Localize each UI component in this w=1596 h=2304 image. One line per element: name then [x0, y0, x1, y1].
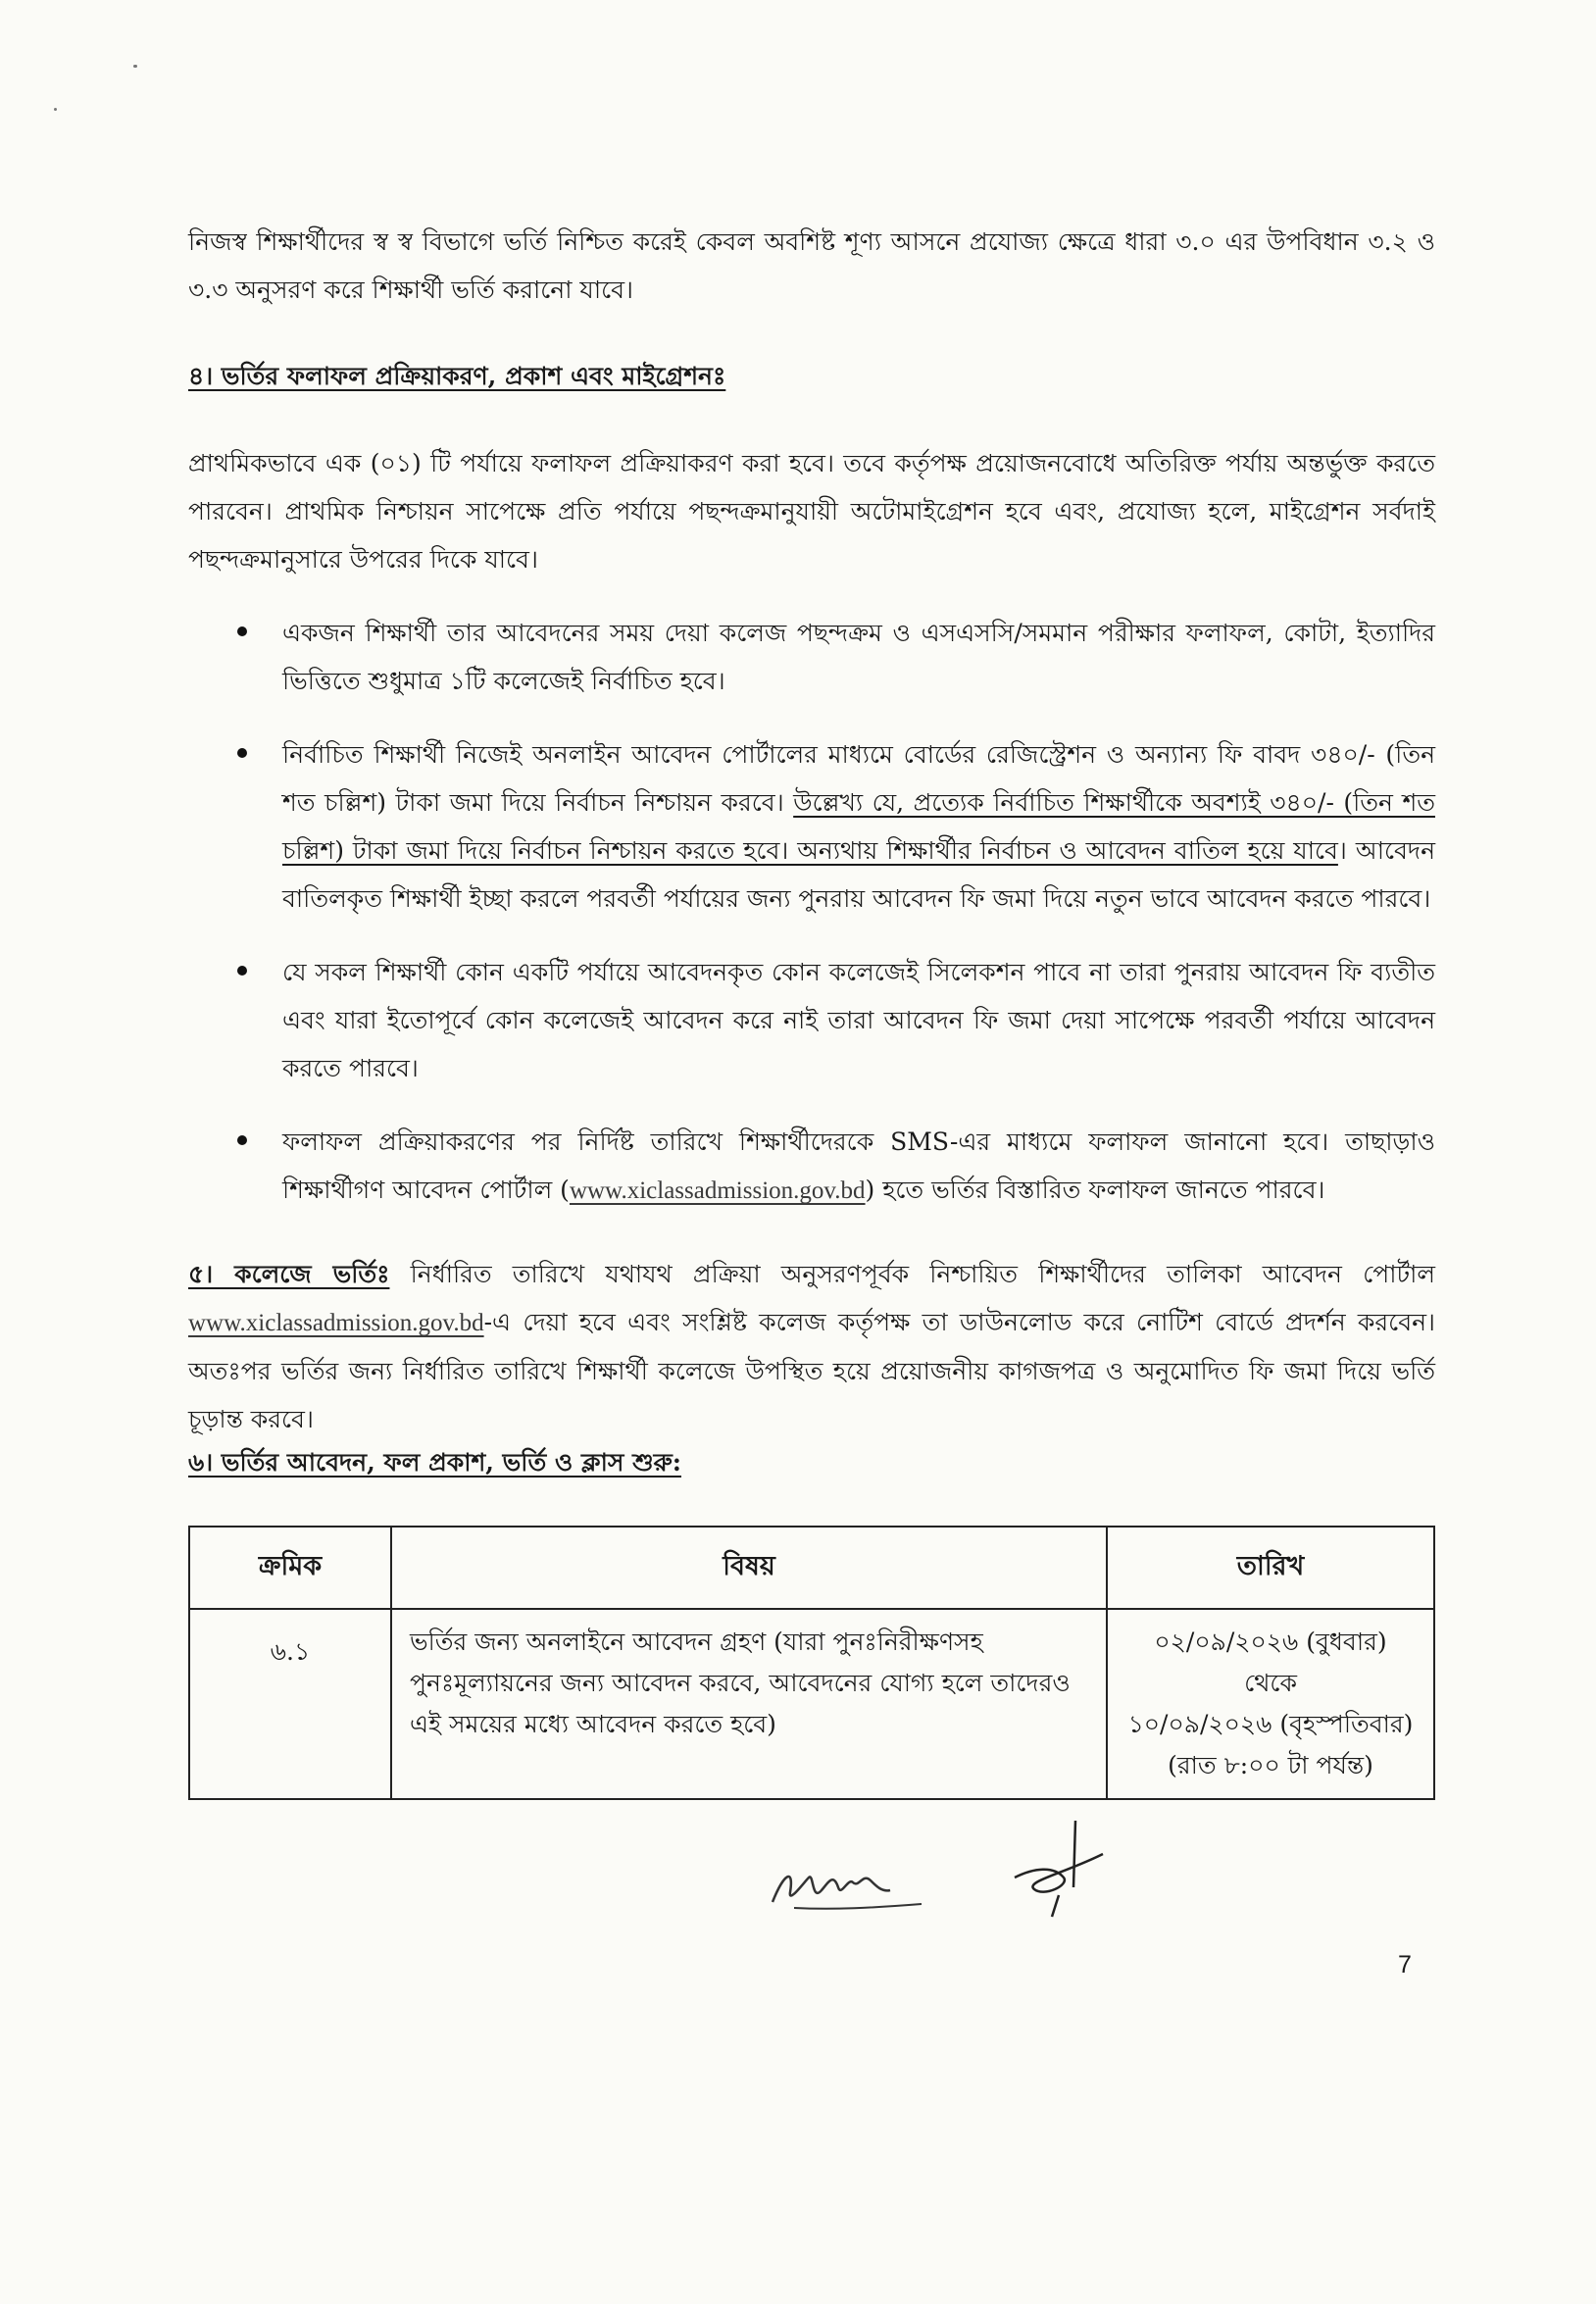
section-4-heading: ৪। ভর্তির ফলাফল প্রক্রিয়াকরণ, প্রকাশ এবং মাইগ্রেশনঃ: [188, 362, 726, 390]
bullet-text: একজন শিক্ষার্থী তার আবেদনের সময় দেয়া কলেজ পছন্দক্রম ও এসএসসি/সমমান পরীক্ষার ফলাফল, কোটা, ইত্যাদির ভিত্তিতে শুধুমাত্র ১টি কলেজেই নির্বাচিত হবে।: [282, 619, 1435, 695]
list-item: [188, 730, 1435, 923]
signature-2: [1005, 1819, 1113, 1936]
section-5-paragraph: [188, 1250, 1435, 1443]
document-page: [188, 218, 1435, 1800]
section-6-heading: ৬। ভর্তির আবেদন, ফল প্রকাশ, ভর্তি ও ক্লাস শুরু:: [188, 1448, 681, 1477]
portal-link[interactable]: www.xiclassadmission.gov.bd: [569, 1177, 866, 1204]
underlined-warning: উল্লেখ্য যে, প্রত্যেক নির্বাচিত শিক্ষার্থীকে অবশ্যই ৩৪০/- (তিন শত চল্লিশ) টাকা জমা দিয়ে নির্বাচন নিশ্চায়ন করতে হবে। অন্যথায় শিক্ষার্থীর নির্বাচন ও আবেদন বাতিল হয়ে যাবে: [282, 788, 1435, 865]
bullet-text: [282, 1118, 1435, 1215]
section-5-text: নির্ধারিত তারিখে যথাযথ প্রক্রিয়া অনুসরণপূর্বক নিশ্চায়িত শিক্ষার্থীদের তালিকা আবেদন পোর্টাল: [389, 1260, 1435, 1288]
section-5-label: ৫। কলেজে ভর্তিঃ: [188, 1260, 390, 1288]
list-item: [188, 1118, 1435, 1215]
schedule-table: [188, 1526, 1435, 1800]
header-serial: ক্রমিক: [189, 1527, 391, 1609]
portal-link[interactable]: www.xiclassadmission.gov.bd: [188, 1310, 484, 1336]
section-5-text: -এ দেয়া হবে এবং সংশ্লিষ্ট কলেজ কর্তৃপক্ষ তা ডাউনলোড করে নোটিশ বোর্ডে প্রদর্শন করবেন। অতঃপর ভর্তির জন্য নির্ধারিত তারিখে শিক্ষার্থী কলেজে উপস্থিত হয়ে প্রয়োজনীয় কাগজপত্র ও অনুমোদিত ফি জমা দিয়ে ভর্তি চূড়ান্ত করবে।: [188, 1308, 1435, 1433]
header-date: তারিখ: [1107, 1527, 1434, 1609]
section-4-bullet-list: [188, 609, 1435, 1215]
date-line: ০২/০৯/২০২৬ (বুধবার) থেকে: [1154, 1628, 1387, 1697]
list-item: [188, 609, 1435, 705]
bullet-icon: [237, 966, 247, 976]
table-header-row: [189, 1527, 1434, 1609]
signature-1: [755, 1843, 931, 1922]
page-number: 7: [1398, 1951, 1412, 1978]
bullet-text-part: নির্বাচিত শিক্ষার্থী নিজেই অনলাইন আবেদন পোর্টালের মাধ্যমে বোর্ডের রেজিস্ট্রেশন ও অন্যান্য ফি বাবদ ৩৪০/- (তিন শত চল্লিশ) টাকা জমা দিয়ে নির্বাচন নিশ্চায়ন করবে।: [282, 740, 1435, 817]
bullet-text: [282, 730, 1435, 923]
header-subject: বিষয়: [391, 1527, 1107, 1609]
table-row: [189, 1609, 1434, 1799]
scan-speck: [133, 65, 137, 68]
bullet-text-part: । আবেদন বাতিলকৃত শিক্ষার্থী ইচ্ছা করলে পরবর্তী পর্যায়ের জন্য পুনরায় আবেদন ফি জমা দিয়ে নতুন ভাবে আবেদন করতে পারবে।: [282, 836, 1435, 913]
scan-speck: [54, 108, 57, 111]
section-4-paragraph: প্রাথমিকভাবে এক (০১) টি পর্যায়ে ফলাফল প্রক্রিয়াকরণ করা হবে। তবে কর্তৃপক্ষ প্রয়োজনবোধে অতিরিক্ত পর্যায় অন্তর্ভুক্ত করতে পারবেন। প্রাথমিক নিশ্চায়ন সাপেক্ষে প্রতি পর্যায়ে পছন্দক্রমানুযায়ী অটোমাইগ্রেশন হবে এবং, প্রযোজ্য হলে, মাইগ্রেশন সর্বদাই পছন্দক্রমানুসারে উপরের দিকে যাবে।: [188, 449, 1435, 574]
cell-serial: ৬.১: [189, 1609, 391, 1799]
bullet-text: যে সকল শিক্ষার্থী কোন একটি পর্যায়ে আবেদনকৃত কোন কলেজেই সিলেকশন পাবে না তারা পুনরায় আবেদন ফি ব্যতীত এবং যারা ইতোপূর্বে কোন কলেজেই আবেদন করে নাই তারা আবেদন ফি জমা দেয়া সাপেক্ষে পরবর্তী পর্যায়ে আবেদন করতে পারবে।: [282, 958, 1435, 1082]
date-line: ১০/০৯/২০২৬ (বৃহস্পতিবার): [1127, 1710, 1414, 1738]
cell-subject: ভর্তির জন্য অনলাইনে আবেদন গ্রহণ (যারা পুনঃনিরীক্ষণসহ পুনঃমূল্যায়নের জন্য আবেদন করবে, আবেদনের যোগ্য হলে তাদেরও এই সময়ের মধ্যে আবেদন করতে হবে): [391, 1609, 1107, 1799]
bullet-text-part: ) হতে ভর্তির বিস্তারিত ফলাফল জানতে পারবে।: [865, 1176, 1325, 1204]
intro-paragraph: নিজস্ব শিক্ষার্থীদের স্ব স্ব বিভাগে ভর্তি নিশ্চিত করেই কেবল অবশিষ্ট শূণ্য আসনে প্রযোজ্য ক্ষেত্রে ধারা ৩.০ এর উপবিধান ৩.২ ও ৩.৩ অনুসরণ করে শিক্ষার্থী ভর্তি করানো যাবে।: [188, 227, 1435, 304]
date-line: (রাত ৮:০০ টা পর্যন্ত): [1168, 1751, 1373, 1779]
cell-date: [1107, 1609, 1434, 1799]
bullet-icon: [237, 1135, 247, 1145]
bullet-icon: [237, 626, 247, 636]
bullet-icon: [237, 748, 247, 758]
list-item: [188, 948, 1435, 1092]
bullet-text-part: ফলাফল প্রক্রিয়াকরণের পর নির্দিষ্ট তারিখে শিক্ষার্থীদেরকে SMS-এর মাধ্যমে ফলাফল জানানো হবে। তাছাড়াও শিক্ষার্থীগণ আবেদন পোর্টাল (: [282, 1127, 1435, 1204]
